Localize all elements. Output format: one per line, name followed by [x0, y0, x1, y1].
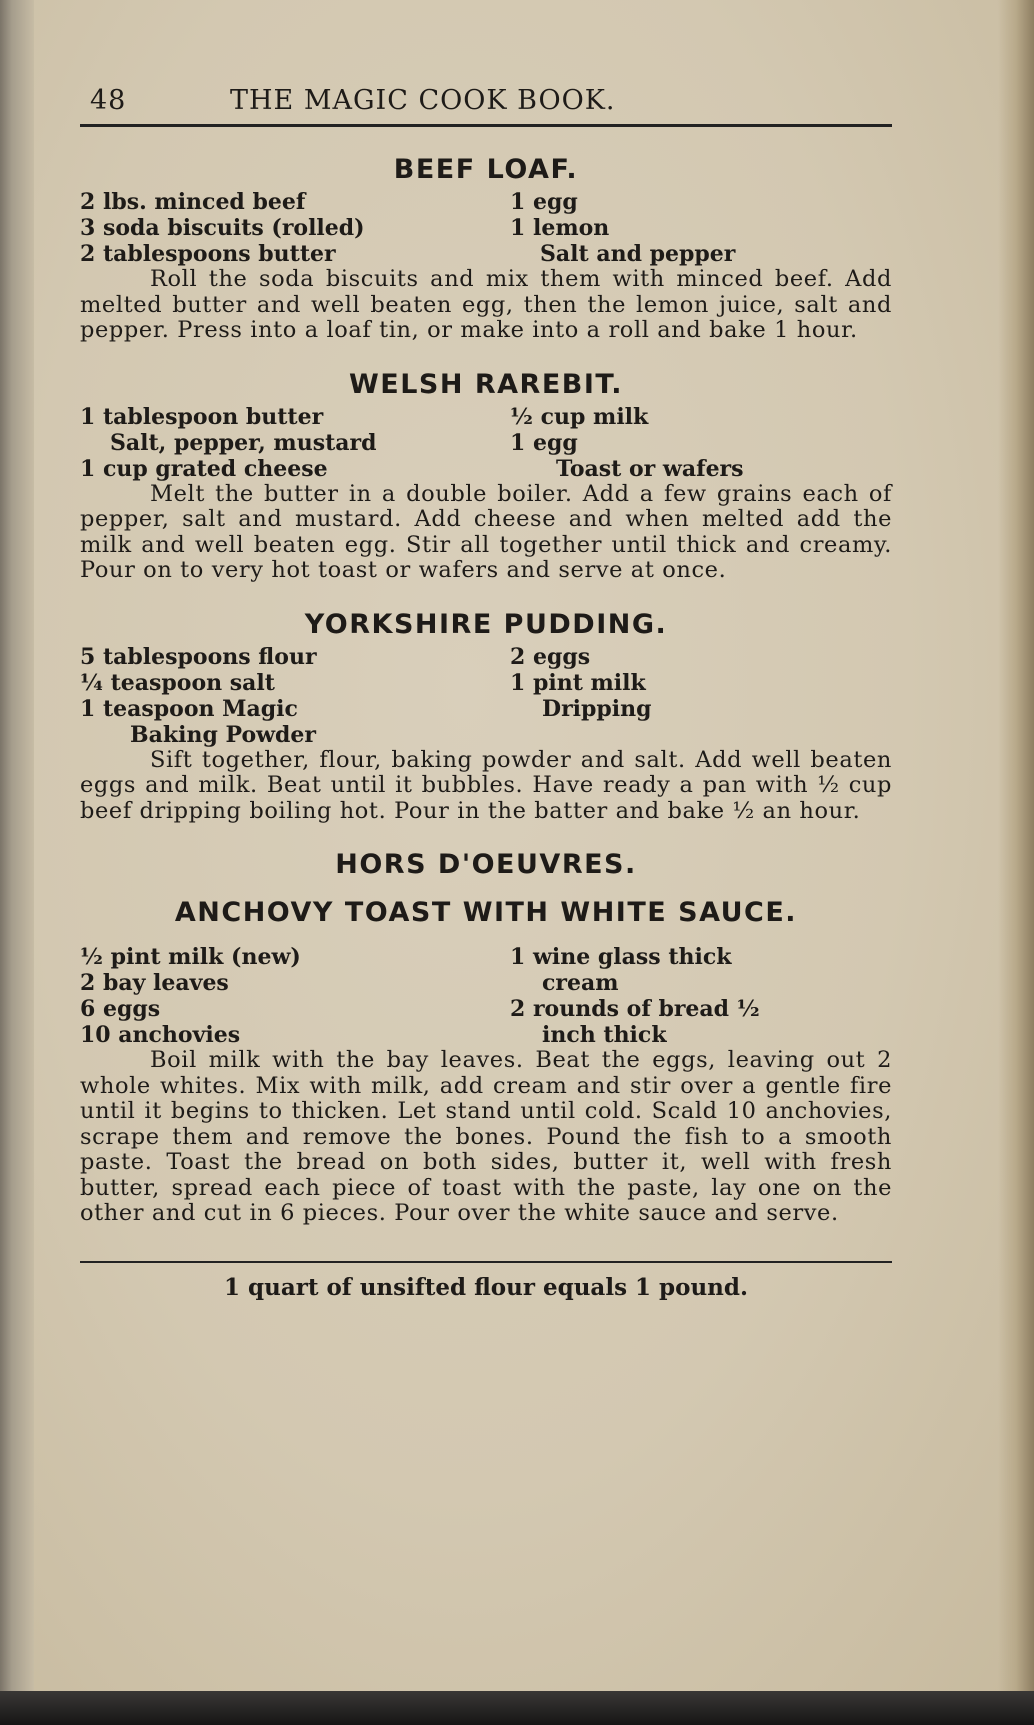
page-header — [80, 84, 892, 118]
recipe-title-beef-loaf: BEEF LOAF. — [393, 154, 579, 185]
bottom-shadow — [0, 1691, 1034, 1725]
ingredient: 2 eggs — [510, 643, 591, 670]
ingredient: 2 bay leaves — [80, 970, 229, 996]
recipe-title-yorkshire-pudding: YORKSHIRE PUDDING. — [304, 608, 668, 640]
ingredient: Salt and pepper — [540, 241, 736, 267]
ingredient: 10 anchovies — [80, 1022, 241, 1048]
ingredient: 6 eggs — [80, 996, 161, 1022]
ingredient: ½ cup milk — [510, 403, 649, 430]
ingredient: Toast or wafers — [556, 455, 744, 482]
header-rule — [80, 124, 892, 127]
method-beef-loaf: Roll the soda biscuits and mix them with minced beef. Add melted butter and well beaten egg, then the lemon juice, salt and pepper. Press into a loaf tin, or make into a roll and bake 1 hour. — [80, 266, 892, 343]
ingredients-beef-loaf — [80, 189, 892, 267]
ingredients-anchovy-toast — [80, 944, 892, 1048]
ingredient: Baking Powder — [130, 721, 317, 748]
ingredient: 5 tablespoons flour — [80, 643, 317, 670]
ingredient: 1 pint milk — [510, 669, 646, 696]
ingredient: 1 egg — [510, 429, 578, 456]
section-title-hors-doeuvres: HORS D'OEUVRES. — [335, 849, 637, 880]
ingredient: 2 lbs. minced beef — [80, 189, 306, 215]
ingredient: Dripping — [542, 695, 652, 722]
ingredient: Salt, pepper, mustard — [110, 429, 377, 456]
ingredients-yorkshire-pudding — [80, 644, 892, 748]
page-number: 48 — [90, 85, 127, 116]
recipe-title-welsh-rarebit: WELSH RAREBIT. — [349, 368, 623, 400]
ingredients-welsh-rarebit — [80, 404, 892, 482]
method-welsh-rarebit: Melt the butter in a double boiler. Add a few grains each of pepper, salt and mustard. Add cheese and when melted add the milk and well beaten egg. Stir all together until thick and creamy. Pour on to very hot toast or wafers and serve at once. — [80, 480, 892, 583]
ingredient: 1 lemon — [510, 215, 610, 241]
ingredient: 1 egg — [510, 189, 578, 215]
book-title: THE MAGIC COOK BOOK. — [230, 85, 616, 116]
ingredient: 2 tablespoons butter — [80, 241, 336, 267]
page-content — [80, 84, 892, 1303]
ingredient: 1 teaspoon Magic — [80, 695, 298, 722]
ingredient — [510, 722, 892, 748]
method-anchovy-toast: Boil milk with the bay leaves. Beat the eggs, leaving out 2 whole whites. Mix with milk, add cream and stir over a gentle fire until it begins to thicken. Let stand until cold. Scald 10 anchovies, scrape them and remove the bones. Pound the fish to a smooth paste. Toast the bread on both sides, butter it, well with fresh butter, spread each piece of toast with the paste, lay one on the other and cut in 6 pieces. Pour over the white sauce and serve. — [80, 1047, 892, 1226]
ingredient: inch thick — [542, 1022, 667, 1048]
ingredient: 2 rounds of bread ½ — [510, 996, 760, 1022]
ingredient: 3 soda biscuits (rolled) — [80, 215, 365, 241]
ingredient: cream — [542, 970, 619, 996]
footer-note: 1 quart of unsifted flour equals 1 pound. — [224, 1273, 748, 1301]
ingredient: ½ pint milk (new) — [80, 944, 301, 970]
book-spine — [0, 0, 34, 1725]
page-edge — [998, 0, 1034, 1725]
ingredient: ¼ teaspoon salt — [80, 669, 275, 696]
ingredient: 1 cup grated cheese — [80, 455, 328, 482]
recipe-title-anchovy-toast: ANCHOVY TOAST WITH WHITE SAUCE. — [174, 897, 798, 928]
method-yorkshire-pudding: Sift together, flour, baking powder and salt. Add well beaten eggs and milk. Beat until it bubbles. Have ready a pan with ½ cup beef dripping boiling hot. Pour in the batter and bake ½ an hour. — [80, 746, 892, 824]
footer-rule — [80, 1261, 892, 1263]
ingredient: 1 wine glass thick — [510, 944, 732, 970]
ingredient: 1 tablespoon butter — [80, 403, 324, 430]
